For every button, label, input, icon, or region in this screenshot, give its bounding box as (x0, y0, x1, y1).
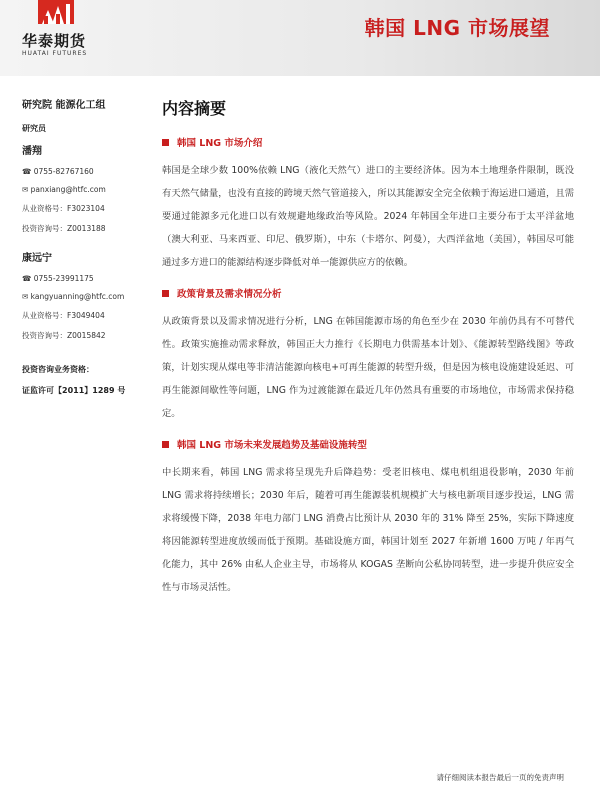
email-icon: ✉ (22, 185, 31, 194)
section-body: 韩国是全球少数 100%依赖 LNG（液化天然气）进口的主要经济体。因为本土地理条件限制，既没有天然气储量，也没有直接的跨境天然气管道接入，所以其能源安全完全依赖于海运进口通道，且需要通过能源多元化进口以有效规避地缘政治等风险。2024 年韩国全年进口主要分布于太平洋盆地（澳大利亚、马来西亚、印尼、俄罗斯），中东（卡塔尔、阿曼），大西洋盆地（美国），韩国尽可能通过多方进口的能源结构逐步降低对单一能源供应方的依赖。 (162, 165, 574, 268)
role-label: 研究员 (22, 124, 46, 133)
phone-icon: ☎ (22, 167, 34, 176)
analyst-email (22, 292, 152, 301)
section-header (162, 286, 574, 300)
email-icon: ✉ (22, 292, 31, 301)
section-bullet-icon (162, 290, 169, 297)
section-body: 中长期来看，韩国 LNG 需求将呈现先升后降趋势：受老旧核电、煤电机组退役影响，2030 年前 LNG 需求将持续增长；2030 年后，随着可再生能源装机规模扩大与核电新项目逐步投运，LNG 需求将缓慢下降，2038 年电力部门 LNG 消费占比预计从 2030 年的 31% 降至 25%，实际下降速度将因能源转型进度放缓而低于预期。基础设施方面，韩国计划至 2027 年新增 1600 万吨 / 年再气化能力，其中 26% 由私人企业主导，市场将从 KOGAS 垄断向公私协同转型，进一步提升供应安全性与市场灵活性。 (162, 467, 574, 593)
analyst-cert-practice: 从业资格号：F3049404 (22, 311, 105, 320)
section-header (162, 135, 574, 149)
header-band (0, 0, 600, 76)
analyst-name: 康远宁 (22, 253, 52, 264)
analyst-phone-value: 0755-82767160 (33, 167, 94, 176)
analyst-sidebar (22, 96, 152, 406)
analyst-phone-value: 0755-23991175 (33, 274, 94, 283)
qualification-value: 证监许可【2011】1289 号 (22, 386, 126, 395)
section-title: 韩国 LNG 市场介绍 (177, 138, 263, 149)
analyst-cert-consult: 投资咨询号：Z0013188 (22, 224, 106, 233)
phone-icon: ☎ (22, 274, 34, 283)
analyst-name: 潘翔 (22, 146, 42, 157)
section-title: 韩国 LNG 市场未来发展趋势及基础设施转型 (177, 440, 367, 451)
analyst-cert-consult: 投资咨询号：Z0015842 (22, 331, 106, 340)
company-logo (20, 0, 100, 60)
qualification-label: 投资咨询业务资格： (22, 365, 94, 374)
report-title: 韩国 LNG 市场展望 (364, 16, 550, 40)
analyst-cert-practice: 从业资格号：F3023104 (22, 204, 105, 213)
logo-text-en: HUATAI FUTURES (22, 50, 88, 57)
section-body: 从政策背景以及需求情况进行分析，LNG 在韩国能源市场的角色至少在 2030 年前仍具有不可替代性。政策实施推动需求释放，韩国正大力推行《长期电力供需基本计划》、《能源转型路线图》等政策，计划实现从煤电等非清洁能源向核电+可再生能源的转型升级，但是因为核电设施建设延迟、可再生能源间歇性等问题，LNG 作为过渡能源在最近几年仍然具有重要的市场地位，市场需求保持稳定。 (162, 316, 574, 419)
disclaimer-footer: 请仔细阅读本报告最后一页的免责声明 (436, 773, 564, 782)
analyst-email-value[interactable]: panxiang@htfc.com (30, 185, 106, 194)
analyst-phone (22, 274, 152, 283)
section-bullet-icon (162, 441, 169, 448)
logo-text-cn: 华泰期货 (22, 32, 87, 50)
summary-heading: 内容摘要 (162, 99, 227, 118)
analyst-email-value[interactable]: kangyuanning@htfc.com (30, 292, 125, 301)
section-title: 政策背景及需求情况分析 (177, 289, 282, 300)
analyst-email (22, 185, 152, 194)
section-header (162, 437, 574, 451)
department-label: 研究院 能源化工组 (22, 100, 106, 111)
section-bullet-icon (162, 139, 169, 146)
analyst-phone (22, 167, 152, 176)
summary-content (162, 96, 574, 611)
logo-mark-icon (38, 0, 74, 30)
